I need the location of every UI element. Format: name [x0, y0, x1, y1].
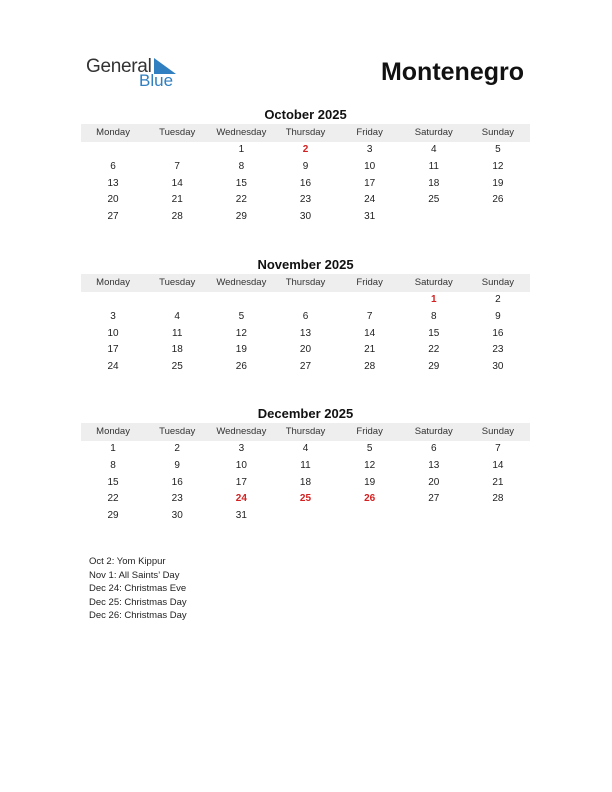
day-cell: 1 [430, 294, 437, 305]
day-cell: 11 [172, 327, 183, 339]
week-row [81, 292, 530, 309]
day-cell: 19 [492, 177, 504, 189]
week-row [81, 176, 530, 193]
holiday-entry: Oct 2: Yom Kippur [89, 556, 166, 567]
day-cell: 13 [107, 177, 119, 189]
day-cell [466, 209, 530, 226]
day-cell: 25 [299, 493, 312, 505]
weekday-label: Thursday [285, 426, 326, 437]
day-cell: 18 [428, 177, 440, 189]
day-cell: 25 [428, 194, 440, 206]
day-cell: 8 [238, 160, 245, 172]
day-cell: 5 [495, 144, 501, 155]
day-cell: 14 [492, 459, 504, 471]
day-cell: 4 [174, 310, 180, 322]
weekday-label: Saturday [414, 426, 453, 437]
day-cell: 12 [492, 160, 504, 172]
weekday-label: Monday [96, 277, 130, 288]
day-cell: 28 [492, 493, 504, 505]
day-cell: 18 [299, 476, 312, 488]
day-cell: 27 [107, 211, 119, 223]
holiday-entry: Nov 1: All Saints’ Day [89, 569, 180, 581]
day-cell: 15 [235, 177, 247, 189]
week-row [81, 209, 530, 226]
day-cell: 20 [299, 344, 312, 356]
day-cell: 24 [235, 493, 247, 505]
week-row [81, 458, 530, 475]
day-cell: 15 [107, 476, 119, 488]
week-row [81, 142, 530, 159]
day-cell: 29 [107, 510, 119, 522]
weekday-label: Wednesday [216, 426, 267, 437]
weekday-label: Friday [356, 277, 383, 288]
day-cell: 22 [428, 344, 440, 356]
day-cell: 8 [430, 310, 437, 322]
day-cell: 30 [299, 211, 312, 223]
day-cell: 23 [299, 194, 312, 206]
weekday-label: Friday [356, 426, 383, 437]
day-cell: 5 [238, 310, 245, 322]
month-title: October 2025 [264, 107, 347, 122]
day-cell [402, 209, 466, 226]
day-cell: 23 [492, 344, 504, 356]
day-cell: 20 [107, 194, 119, 206]
day-cell: 19 [235, 344, 247, 356]
weekday-label: Saturday [414, 127, 453, 138]
day-cell: 9 [302, 160, 309, 172]
day-cell: 17 [107, 344, 119, 356]
day-cell: 17 [364, 177, 376, 189]
day-cell [81, 292, 145, 309]
day-cell: 11 [428, 160, 439, 172]
day-cell: 28 [171, 211, 183, 223]
day-cell: 6 [430, 443, 437, 454]
day-cell: 19 [364, 476, 376, 488]
weekday-label: Monday [96, 426, 130, 437]
day-cell [209, 292, 273, 309]
day-cell [273, 292, 337, 309]
weekday-header [81, 423, 530, 441]
day-cell: 6 [302, 310, 309, 322]
country-title: Montenegro [380, 58, 524, 86]
day-cell [338, 292, 402, 309]
weekday-label: Thursday [285, 127, 326, 138]
generalblue-logo [86, 56, 186, 92]
day-cell: 25 [171, 361, 183, 373]
day-cell: 14 [364, 327, 376, 339]
holiday-entry: Dec 26: Christmas Day [89, 610, 187, 622]
day-cell: 9 [174, 459, 180, 471]
day-cell: 16 [492, 327, 504, 339]
day-cell: 31 [364, 211, 376, 223]
holiday-list [89, 555, 187, 623]
day-cell: 10 [107, 327, 119, 339]
day-cell: 20 [428, 476, 440, 488]
weekday-label: Monday [96, 127, 130, 138]
day-cell: 8 [110, 459, 116, 471]
weekday-label: Wednesday [216, 277, 267, 288]
day-cell [466, 508, 530, 525]
day-cell: 3 [366, 144, 373, 155]
day-cell: 6 [110, 160, 116, 172]
day-cell: 11 [300, 459, 311, 471]
day-cell: 27 [428, 493, 440, 505]
holiday-entry: Dec 25: Christmas Day [89, 596, 187, 608]
day-cell: 24 [364, 194, 376, 206]
day-cell: 4 [302, 443, 309, 454]
day-cell [145, 292, 209, 309]
day-cell: 21 [171, 194, 183, 206]
day-cell: 13 [428, 459, 440, 471]
day-cell: 21 [492, 476, 504, 488]
weekday-label: Thursday [285, 277, 326, 288]
weekday-label: Wednesday [216, 127, 267, 138]
day-cell: 31 [235, 510, 247, 522]
weekday-label: Saturday [414, 277, 453, 288]
day-cell: 2 [302, 144, 309, 155]
day-cell [145, 142, 209, 159]
day-cell: 29 [428, 361, 440, 373]
day-cell: 5 [366, 443, 373, 454]
day-cell: 3 [238, 443, 245, 454]
month-calendar [81, 106, 530, 226]
week-row [81, 491, 530, 508]
week-row [81, 441, 530, 458]
day-cell: 7 [174, 160, 180, 172]
weekday-header [81, 124, 530, 142]
day-cell: 26 [235, 361, 247, 373]
weekday-header [81, 274, 530, 292]
weekday-label: Sunday [481, 277, 515, 288]
day-cell: 10 [235, 459, 247, 471]
month-title: November 2025 [257, 257, 354, 272]
day-cell: 14 [171, 177, 183, 189]
day-cell: 18 [171, 344, 183, 356]
day-cell: 2 [174, 443, 180, 454]
day-cell: 1 [110, 443, 116, 454]
day-cell [81, 142, 145, 159]
day-cell: 7 [366, 310, 373, 322]
week-row [81, 475, 530, 492]
day-cell: 10 [364, 160, 376, 172]
month-calendar [81, 405, 530, 525]
week-row [81, 508, 530, 525]
month-title: December 2025 [257, 406, 354, 421]
day-cell: 7 [495, 443, 501, 454]
day-cell: 13 [299, 327, 312, 339]
day-cell: 22 [235, 194, 247, 206]
day-cell: 21 [364, 344, 376, 356]
weekday-label: Sunday [481, 127, 515, 138]
day-cell: 27 [299, 361, 312, 373]
weekday-label: Sunday [481, 426, 515, 437]
weekday-label: Friday [356, 127, 383, 138]
day-cell: 22 [107, 493, 119, 505]
day-cell: 30 [492, 361, 504, 373]
month-calendar [81, 256, 530, 376]
week-row [81, 192, 530, 209]
day-cell: 1 [238, 144, 245, 155]
day-cell [273, 508, 337, 525]
day-cell [402, 508, 466, 525]
day-cell: 16 [299, 177, 312, 189]
day-cell: 23 [171, 493, 183, 505]
day-cell: 15 [428, 327, 440, 339]
holiday-entry: Dec 24: Christmas Eve [89, 583, 187, 595]
day-cell: 12 [364, 459, 376, 471]
day-cell: 28 [364, 361, 376, 373]
day-cell: 26 [492, 194, 504, 206]
day-cell [338, 508, 402, 525]
day-cell: 30 [171, 510, 183, 522]
day-cell: 2 [495, 294, 501, 305]
day-cell: 17 [235, 476, 247, 488]
week-row [81, 159, 530, 176]
day-cell: 9 [495, 310, 501, 322]
weekday-label: Tuesday [159, 127, 196, 138]
weekday-label: Tuesday [159, 277, 196, 288]
weekday-label: Tuesday [159, 426, 196, 437]
day-cell: 3 [110, 310, 116, 322]
day-cell: 24 [107, 361, 119, 373]
day-cell: 4 [430, 144, 437, 155]
week-row [81, 359, 530, 376]
week-row [81, 309, 530, 326]
day-cell: 16 [171, 476, 183, 488]
week-row [81, 326, 530, 343]
day-cell: 26 [364, 493, 376, 505]
week-row [81, 342, 530, 359]
logo-general-text: General [86, 56, 152, 77]
day-cell: 12 [235, 327, 247, 339]
logo-blue-text: Blue [139, 71, 174, 90]
day-cell: 29 [235, 211, 247, 223]
